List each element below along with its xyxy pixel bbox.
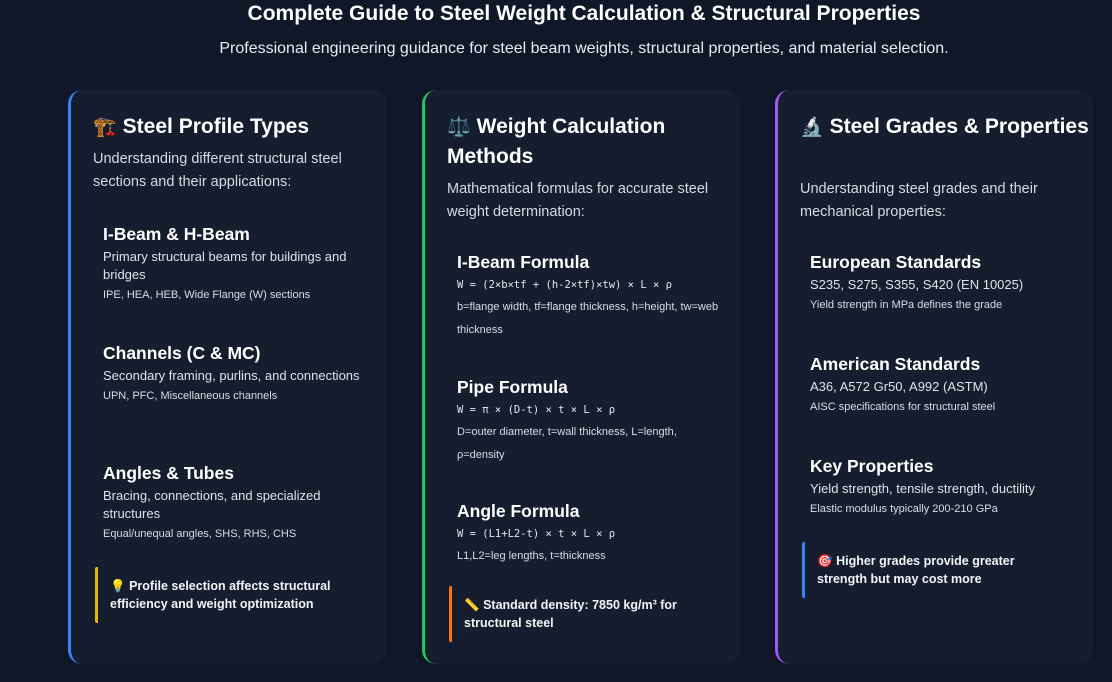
card-steel-grades xyxy=(775,90,1093,664)
page-title: Complete Guide to Steel Weight Calculation & Structural Properties xyxy=(247,2,921,25)
formula: W = π × (D-t) × t × L × ρ xyxy=(457,404,616,416)
section-key-properties xyxy=(810,455,1080,521)
lightbulb-icon: 💡 xyxy=(110,579,126,593)
section-i-beam-formula xyxy=(457,251,727,342)
card-description: Mathematical formulas for accurate steel weight determination: xyxy=(447,181,709,220)
ruler-icon: 📏 xyxy=(464,598,480,612)
section-detail: D=outer diameter, t=wall thickness, L=length, ρ=density xyxy=(457,426,677,461)
section-european-standards xyxy=(810,251,1080,317)
section-pipe-formula xyxy=(457,376,727,467)
section-text: A36, A572 Gr50, A992 (ASTM) xyxy=(810,379,988,394)
microscope-icon: 🔬 xyxy=(800,117,824,138)
section-text: Secondary framing, purlins, and connections xyxy=(103,368,360,383)
section-title: Channels (C & MC) xyxy=(103,343,261,363)
section-detail: L1,L2=leg lengths, t=thickness xyxy=(457,550,606,562)
page-subtitle: Professional engineering guidance for steel beam weights, structural properties, and material selection. xyxy=(219,40,949,57)
callout-density xyxy=(449,586,704,642)
section-title: Angle Formula xyxy=(457,501,580,521)
callout-tip xyxy=(95,567,350,623)
section-angles-tubes xyxy=(103,462,373,546)
formula: W = (L1+L2-t) × t × L × ρ xyxy=(457,528,616,540)
section-text: Yield strength, tensile strength, ductility xyxy=(810,481,1035,496)
card-description: Understanding different structural steel sections and their applications: xyxy=(93,151,342,190)
section-channels xyxy=(103,342,373,408)
card-steel-profile-types xyxy=(68,90,386,664)
section-angle-formula xyxy=(457,500,727,568)
target-icon: 🎯 xyxy=(817,554,833,568)
section-detail: Equal/unequal angles, SHS, RHS, CHS xyxy=(103,528,297,540)
section-title: I-Beam Formula xyxy=(457,252,590,272)
section-detail: AISC specifications for structural steel xyxy=(810,401,996,413)
section-title: Pipe Formula xyxy=(457,377,568,397)
balance-scale-icon: ⚖️ xyxy=(447,117,471,138)
section-text: Bracing, connections, and specialized structures xyxy=(103,488,321,521)
section-title: European Standards xyxy=(810,252,982,272)
section-title: Angles & Tubes xyxy=(103,463,234,483)
section-detail: Elastic modulus typically 200-210 GPa xyxy=(810,503,998,515)
callout-grades xyxy=(802,542,1047,598)
section-title: Key Properties xyxy=(810,456,934,476)
section-text: Primary structural beams for buildings and bridges xyxy=(103,249,347,282)
callout-text: Higher grades provide greater strength but may cost more xyxy=(817,554,1015,586)
section-detail: IPE, HEA, HEB, Wide Flange (W) sections xyxy=(103,289,311,301)
section-title: American Standards xyxy=(810,354,981,374)
construction-crane-icon: 🏗️ xyxy=(93,117,117,138)
callout-text: Standard density: 7850 kg/m³ for structural steel xyxy=(464,598,677,630)
section-detail: UPN, PFC, Miscellaneous channels xyxy=(103,390,278,402)
callout-text: Profile selection affects structural efficiency and weight optimization xyxy=(110,579,331,611)
section-title: I-Beam & H-Beam xyxy=(103,224,250,244)
formula: W = (2×b×tf + (h-2×tf)×tw) × L × ρ xyxy=(457,279,672,291)
card-title: ⚖️ Weight Calculation Methods xyxy=(447,115,666,168)
section-text: S235, S275, S355, S420 (EN 10025) xyxy=(810,277,1024,292)
section-american-standards xyxy=(810,353,1080,419)
card-title: 🔬 Steel Grades & Properties xyxy=(800,115,1089,138)
card-description: Understanding steel grades and their mechanical properties: xyxy=(800,181,1038,220)
section-detail: b=flange width, tf=flange thickness, h=height, tw=web thickness xyxy=(457,301,719,336)
card-weight-calculation xyxy=(422,90,740,664)
section-detail: Yield strength in MPa defines the grade xyxy=(810,299,1003,311)
card-title: 🏗️ Steel Profile Types xyxy=(93,115,310,138)
section-i-beam xyxy=(103,223,373,307)
